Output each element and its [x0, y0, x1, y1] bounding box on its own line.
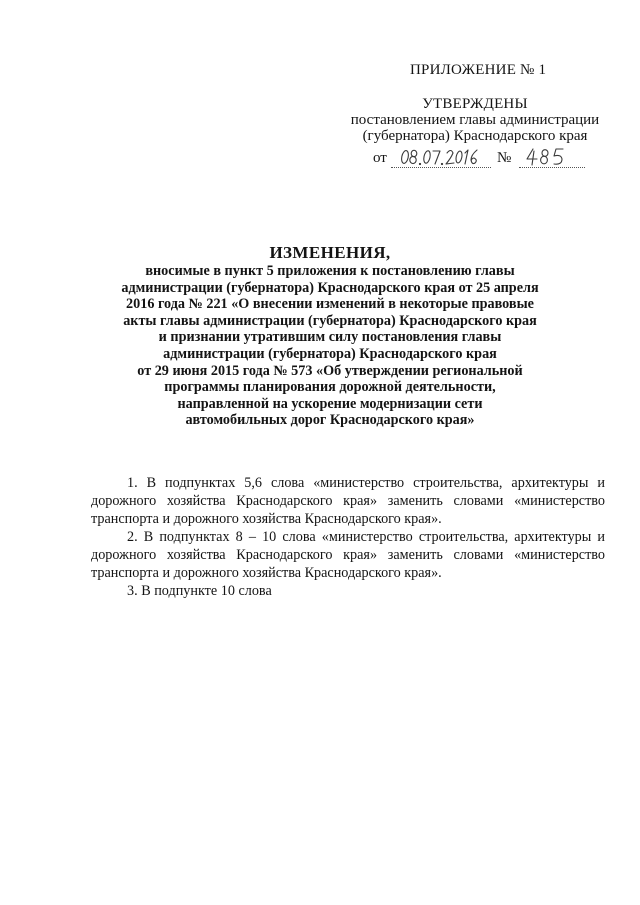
title-subline: вносимые в пункт 5 приложения к постановлению главы [145, 263, 515, 279]
paragraph: 1. В подпунктах 5,6 слова «министерство строительства, архитектуры и дорожного хозяйства Краснодарского края» заменить словами «министерство транспорта и дорожного хозяйства Краснодарского края». [91, 475, 605, 527]
handwritten-date [399, 145, 487, 169]
document-body [91, 474, 605, 600]
approval-line: постановлением главы администрации [350, 112, 600, 128]
title-subline: 2016 года № 221 «О внесении изменений в некоторые правовые [126, 296, 534, 313]
title-subline: и признании утратившим силу постановления главы [158, 329, 502, 346]
title-subline: направленной на ускорение модернизации сети [177, 395, 483, 412]
title-subline: администрации (губернатора) Краснодарского края [163, 345, 497, 362]
paragraph: 2. В подпунктах 8 – 10 слова «министерство строительства, архитектуры и дорожного хозяйства Краснодарского края» заменить словами «министерство транспорта и дорожного хозяйства Краснодарского края». [91, 529, 605, 581]
approved-label: УТВЕРЖДЕНЫ [422, 96, 528, 112]
appendix-label: ПРИЛОЖЕНИЕ № 1 [410, 62, 547, 78]
title-subline: администрации (губернатора) Краснодарского края от 25 апреля [121, 279, 539, 296]
paragraph: 3. В подпункте 10 слова [127, 583, 272, 599]
handwritten-number [525, 145, 575, 169]
title-subline: автомобильных дорог Краснодарского края» [185, 412, 475, 429]
document-title: ИЗМЕНЕНИЯ, [269, 243, 391, 262]
number-prefix: № [497, 150, 512, 166]
title-block [100, 243, 560, 429]
title-subline: программы планирования дорожной деятельности, [164, 379, 496, 396]
title-subline: от 29 июня 2015 года № 573 «Об утверждении региональной [137, 362, 523, 379]
approval-line: (губернатора) Краснодарского края [362, 128, 588, 144]
approval-block [350, 96, 600, 144]
date-prefix: от [373, 150, 387, 166]
title-subline: акты главы администрации (губернатора) Краснодарского края [123, 312, 537, 329]
